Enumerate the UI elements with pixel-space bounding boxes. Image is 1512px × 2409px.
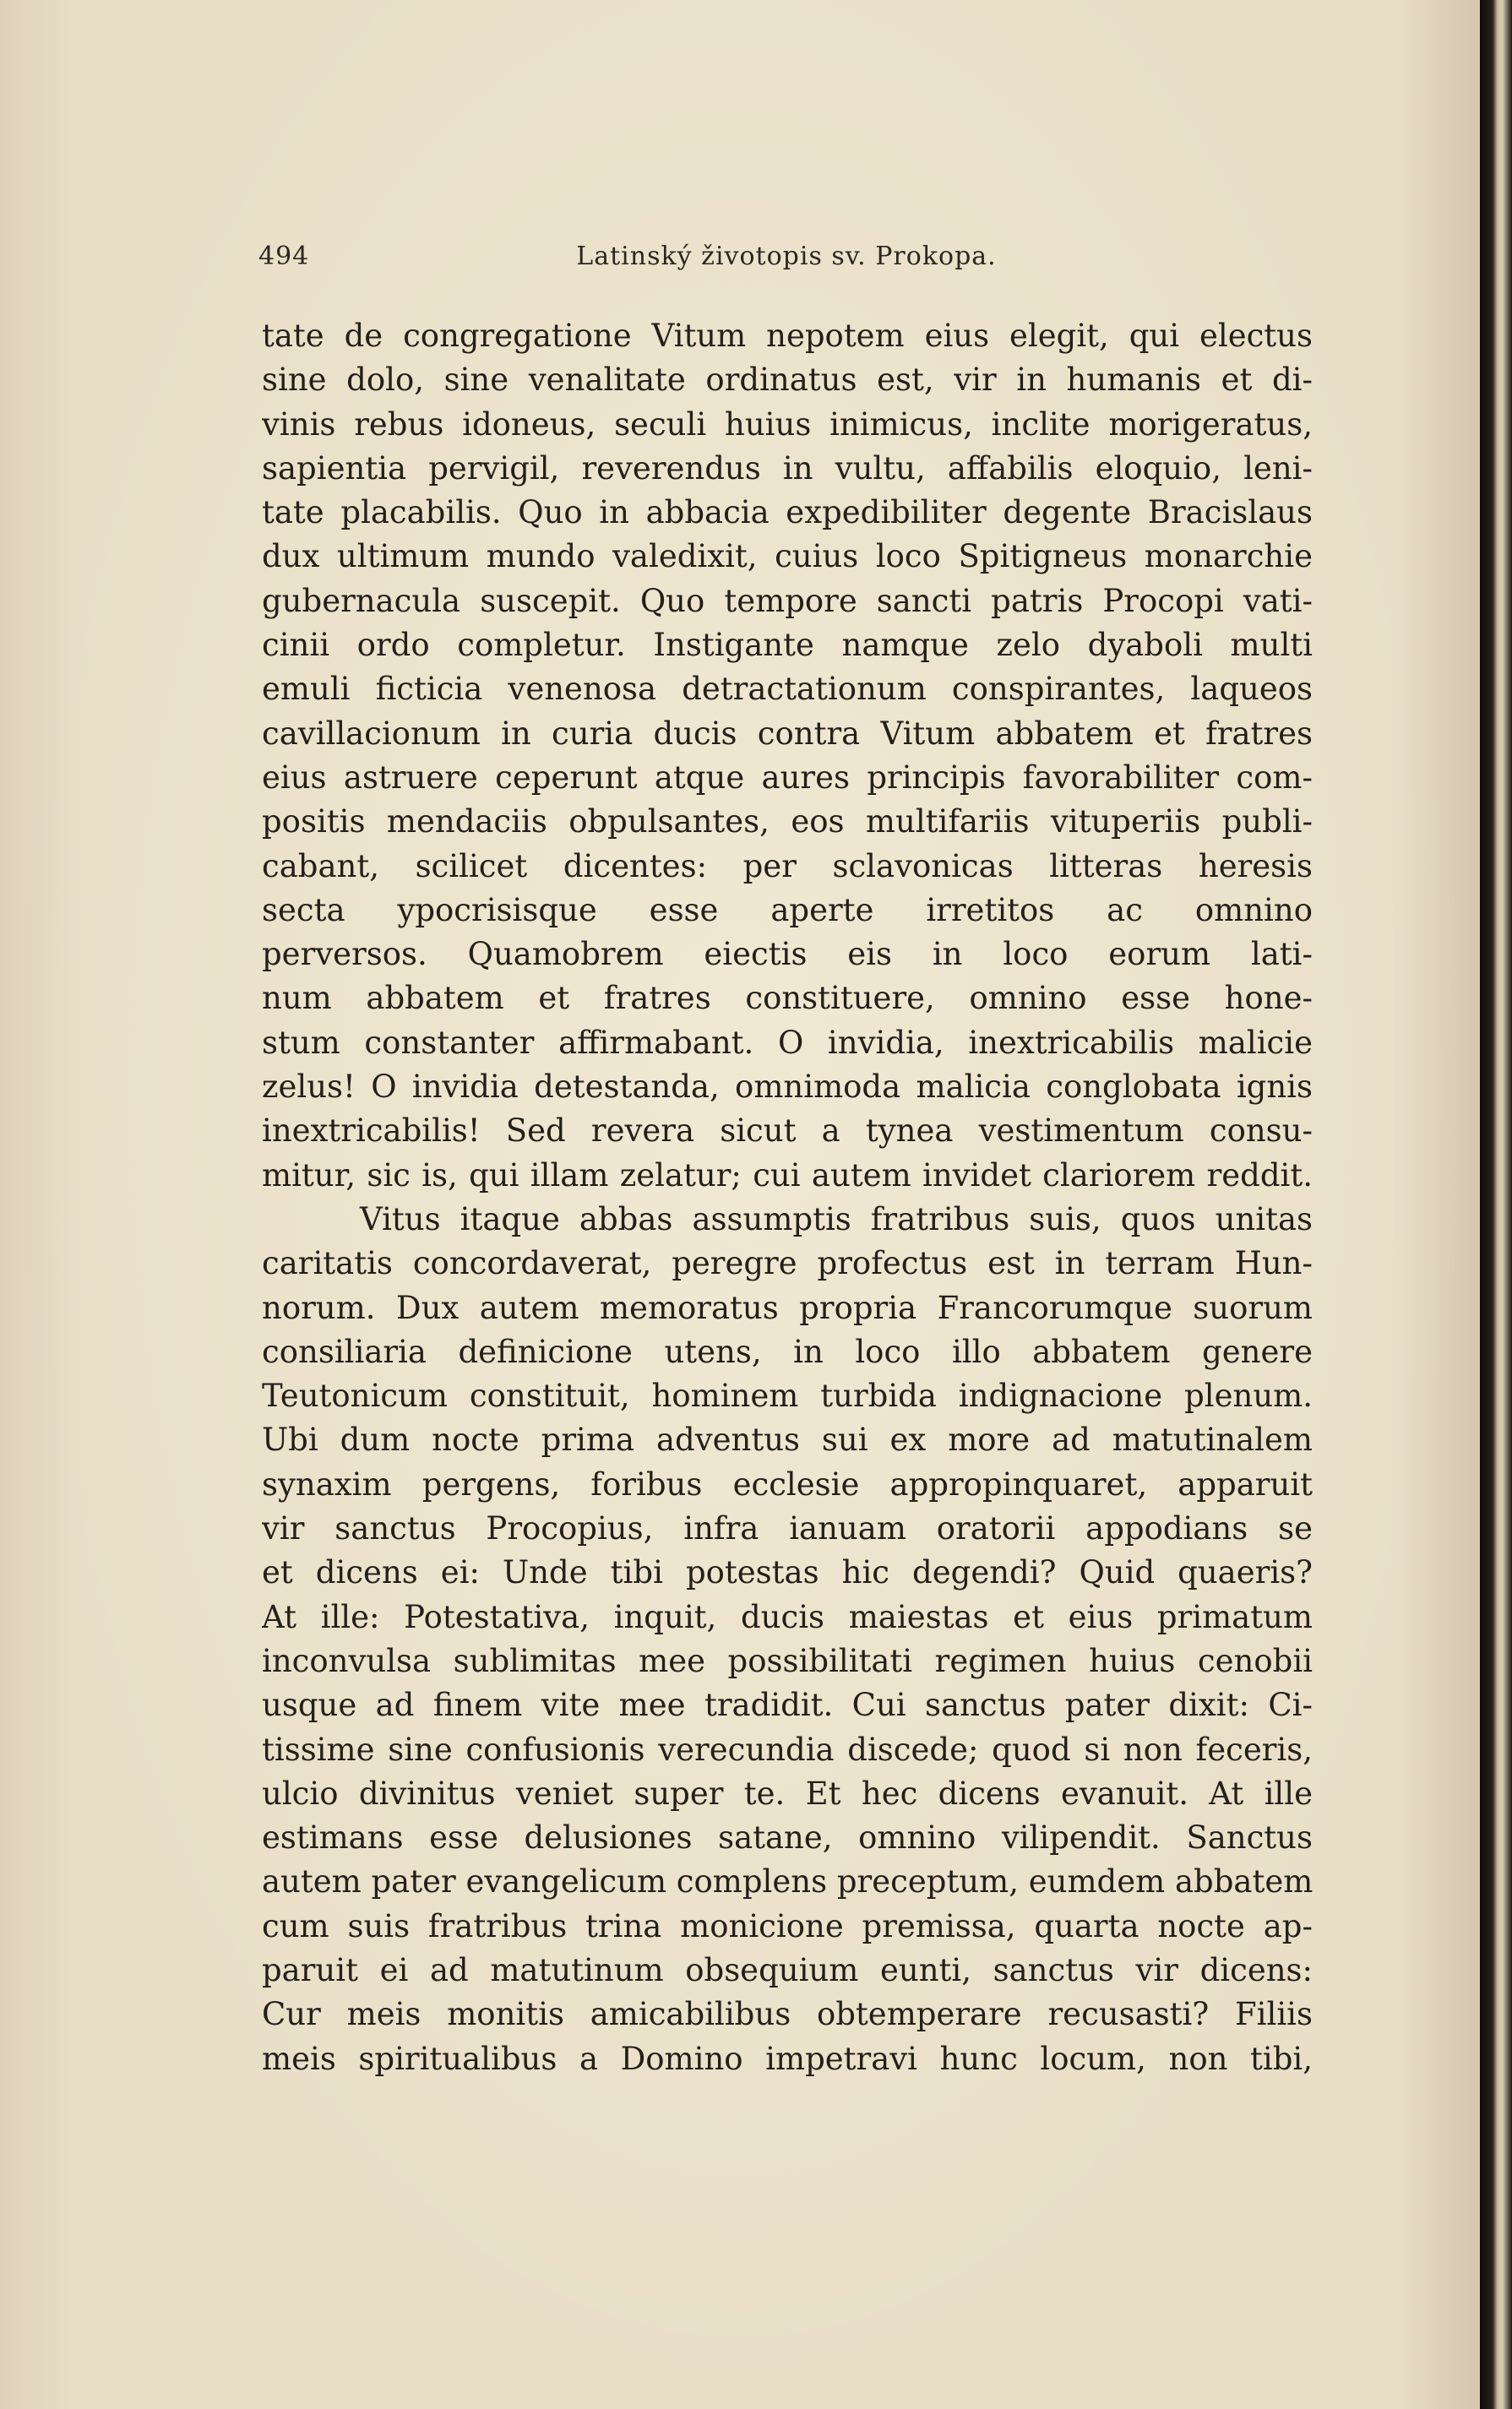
text-line: At ille: Potestativa, inquit, ducis maiestas et eius primatum bbox=[262, 1598, 1313, 1635]
text-line: ulcio divinitus veniet super te. Et hec dicens evanuit. At ille bbox=[262, 1775, 1313, 1812]
text-line: meis spiritualibus a Domino impetravi hunc locum, non tibi, bbox=[262, 2040, 1313, 2077]
text-line: sapientia pervigil, reverendus in vultu, affabilis eloquio, leni- bbox=[262, 449, 1313, 487]
text-line: estimans esse delusiones satane, omnino vilipendit. Sanctus bbox=[262, 1819, 1313, 1857]
text-line: inconvulsa sublimitas mee possibilitati regimen huius cenobii bbox=[262, 1642, 1313, 1679]
running-head bbox=[258, 242, 1314, 284]
text-line: usque ad finem vite mee tradidit. Cui sanctus pater dixit: Ci- bbox=[262, 1687, 1313, 1724]
text-line: zelus! O invidia detestanda, omnimoda malicia conglobata ignis bbox=[262, 1069, 1313, 1106]
text-line: inextricabilis! Sed revera sicut a tynea vestimentum consu- bbox=[262, 1112, 1313, 1150]
text-line: synaxim pergens, foribus ecclesie appropinquaret, apparuit bbox=[262, 1466, 1313, 1503]
text-line: Cur meis monitis amicabilibus obtemperare recusasti? Filiis bbox=[262, 1996, 1313, 2033]
text-line: tissime sine confusionis verecundia discede; quod si non feceris, bbox=[262, 1731, 1313, 1768]
text-line: cum suis fratribus trina monicione premissa, quarta nocte ap- bbox=[262, 1907, 1313, 1944]
page-number: 494 bbox=[258, 242, 310, 271]
text-line: caritatis concordaverat, peregre profectus est in terram Hun- bbox=[262, 1245, 1313, 1282]
text-line: paruit ei ad matutinum obsequium eunti, sanctus vir dicens: bbox=[262, 1951, 1313, 1988]
text-line: et dicens ei: Unde tibi potestas hic degendi? Quid quaeris? bbox=[262, 1554, 1313, 1591]
text-line: emuli ficticia venenosa detractationum conspirantes, laqueos bbox=[262, 671, 1313, 708]
text-line: autem pater evangelicum complens preceptum, eumdem abbatem bbox=[262, 1863, 1313, 1901]
text-line: consiliaria definicione utens, in loco illo abbatem genere bbox=[262, 1333, 1313, 1370]
text-line: mitur, sic is, qui illam zelatur; cui autem invidet clariorem reddit. bbox=[262, 1156, 1313, 1194]
running-title: Latinský životopis sv. Prokopa. bbox=[576, 242, 997, 271]
text-line: sine dolo, sine venalitate ordinatus est, vir in humanis et di- bbox=[262, 362, 1313, 399]
text-line: norum. Dux autem memoratus propria Francorumque suorum bbox=[262, 1289, 1313, 1326]
text-line: cabant, scilicet dicentes: per sclavonicas litteras heresis bbox=[262, 847, 1313, 884]
text-line-paragraph-start: Vitus itaque abbas assumptis fratribus suis, quos unitas bbox=[360, 1200, 1313, 1237]
text-line: Ubi dum nocte prima adventus sui ex more ad matutinalem bbox=[262, 1422, 1313, 1459]
text-line: Teutonicum constituit, hominem turbida indignacione plenum. bbox=[262, 1378, 1313, 1415]
text-line: gubernacula suscepit. Quo tempore sancti patris Procopi vati- bbox=[262, 582, 1313, 619]
text-line: dux ultimum mundo valedixit, cuius loco Spitigneus monarchie bbox=[262, 538, 1313, 575]
body-text bbox=[262, 314, 1313, 2081]
text-line: perversos. Quamobrem eiectis eis in loco eorum lati- bbox=[262, 936, 1313, 973]
text-line: vir sanctus Procopius, infra ianuam oratorii appodians se bbox=[262, 1510, 1313, 1547]
text-line: positis mendaciis obpulsantes, eos multifariis vituperiis publi- bbox=[262, 803, 1313, 840]
text-line: vinis rebus idoneus, seculi huius inimicus, inclite morigeratus, bbox=[262, 405, 1313, 443]
text-line: stum constanter affirmabant. O invidia, inextricabilis malicie bbox=[262, 1024, 1313, 1061]
text-line: cavillacionum in curia ducis contra Vitum abbatem et fratres bbox=[262, 715, 1313, 752]
text-line: cinii ordo completur. Instigante namque zelo dyaboli multi bbox=[262, 627, 1313, 664]
text-line: secta ypocrisisque esse aperte irretitos ac omnino bbox=[262, 891, 1313, 928]
text-line: num abbatem et fratres constituere, omnino esse hone- bbox=[262, 980, 1313, 1017]
text-line: tate placabilis. Quo in abbacia expedibiliter degente Bracislaus bbox=[262, 494, 1313, 531]
text-line: tate de congregatione Vitum nepotem eius elegit, qui electus bbox=[262, 318, 1313, 354]
book-spine-edge bbox=[1480, 0, 1512, 2409]
text-line: eius astruere ceperunt atque aures principis favorabiliter com- bbox=[262, 759, 1313, 796]
